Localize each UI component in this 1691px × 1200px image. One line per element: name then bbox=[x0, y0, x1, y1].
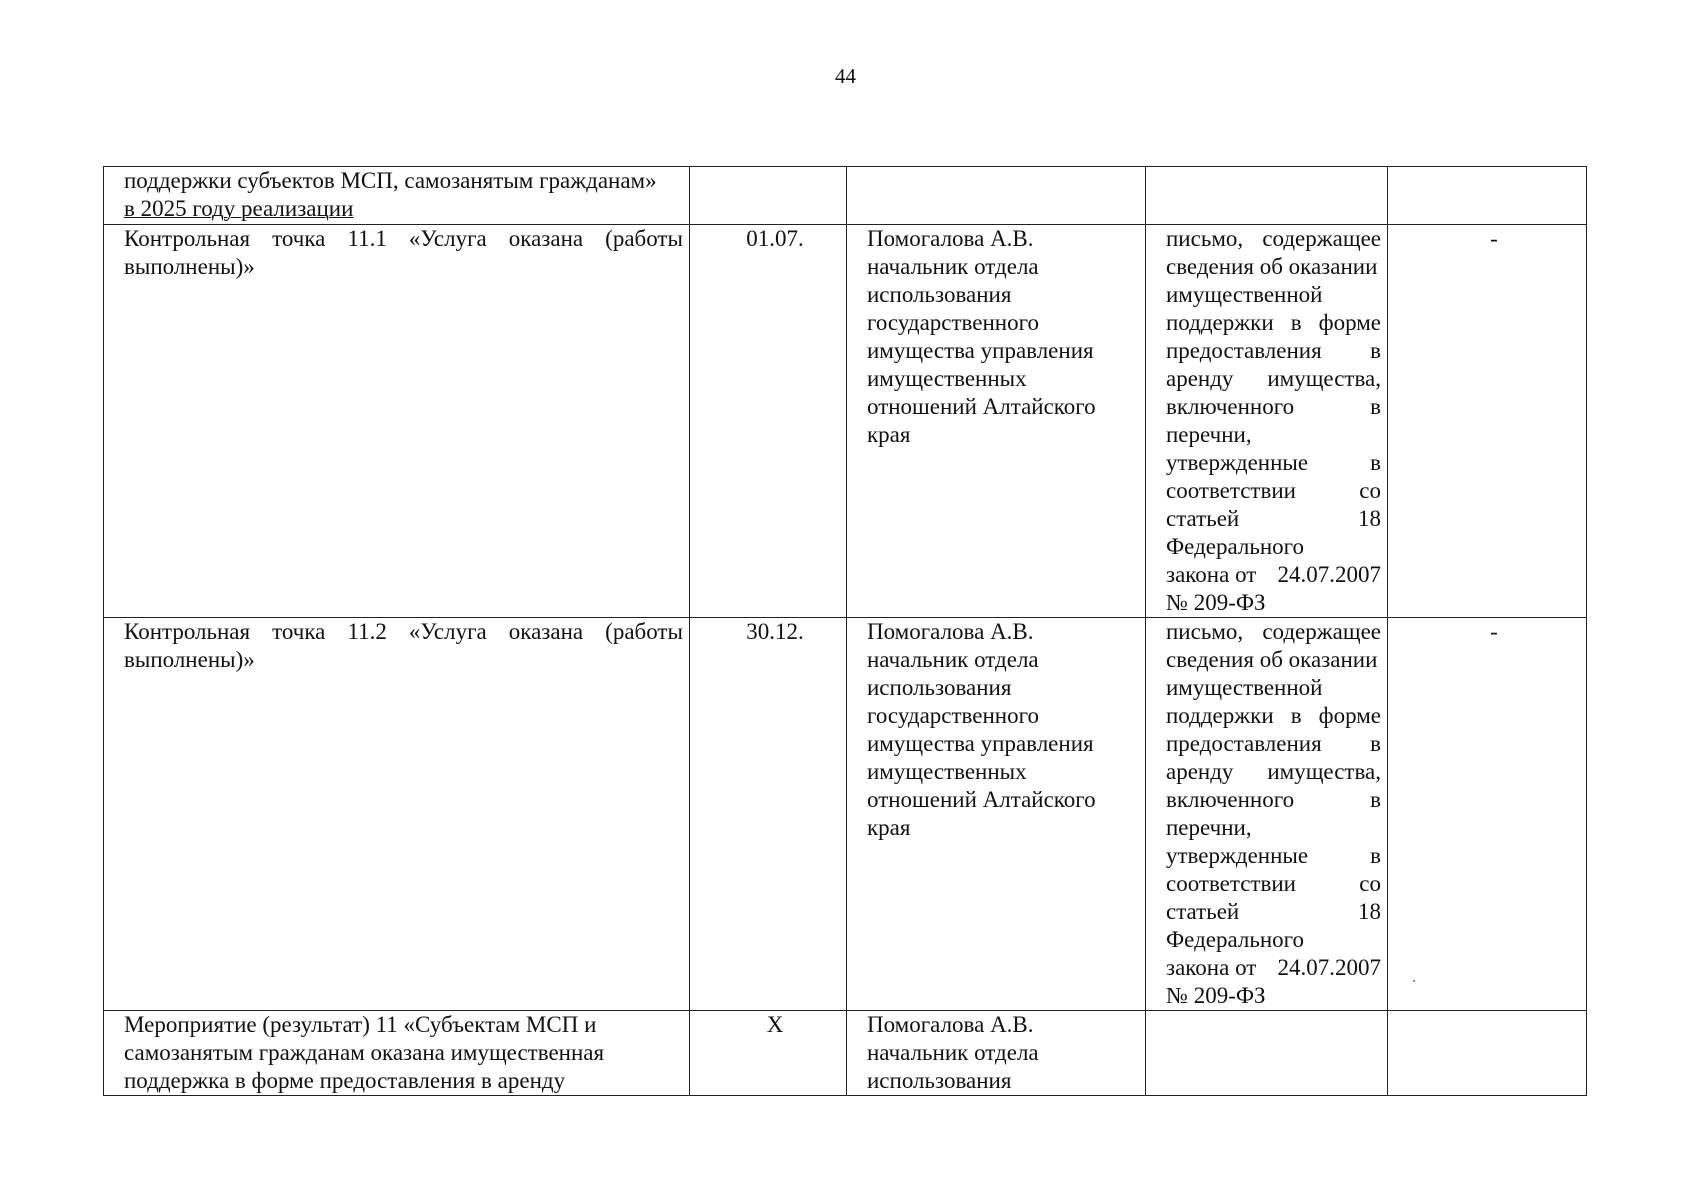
responsible-line: края bbox=[867, 422, 911, 447]
document-line: аренду имущества, bbox=[1166, 366, 1381, 391]
document-line: имущественной bbox=[1166, 675, 1323, 700]
description-line: поддержка в форме предоставления в аренду bbox=[124, 1068, 566, 1093]
description-line: самозанятым гражданам оказана имущественная bbox=[124, 1040, 605, 1065]
row-responsible bbox=[847, 167, 1146, 225]
responsible-line: использования bbox=[867, 1068, 1012, 1093]
document-line: утвержденные в bbox=[1166, 843, 1381, 868]
document-line: № 209-ФЗ bbox=[1166, 590, 1266, 615]
row-responsible bbox=[847, 1011, 1146, 1096]
document-line: закона от 24.07.2007 bbox=[1166, 955, 1381, 980]
row-responsible bbox=[847, 618, 1146, 1011]
document-line: сведения об оказании bbox=[1166, 647, 1378, 672]
responsible-line: края bbox=[867, 815, 911, 840]
scan-speck bbox=[1413, 980, 1415, 982]
document-line: аренду имущества, bbox=[1166, 759, 1381, 784]
document-line: предоставления в bbox=[1166, 338, 1381, 363]
row-description bbox=[104, 167, 690, 225]
responsible-line: имущества управления bbox=[867, 338, 1094, 363]
description-line: выполнены)» bbox=[124, 647, 255, 672]
document-line: № 209-ФЗ bbox=[1166, 983, 1266, 1008]
document-line: статьей 18 bbox=[1166, 506, 1381, 531]
responsible-line: начальник отдела bbox=[867, 647, 1039, 672]
responsible-line: Помогалова А.В. bbox=[867, 226, 1034, 251]
document-line: предоставления в bbox=[1166, 731, 1381, 756]
responsible-line: Помогалова А.В. bbox=[867, 1012, 1034, 1037]
document-line: поддержки в форме bbox=[1166, 310, 1381, 335]
page-number: 44 bbox=[835, 64, 856, 88]
table-row bbox=[104, 167, 1587, 225]
row-document bbox=[1146, 618, 1388, 1011]
row-date: 30.12. bbox=[690, 618, 847, 1011]
document-line: Федерального bbox=[1166, 534, 1305, 559]
table-row bbox=[104, 225, 1587, 618]
document-line: Федерального bbox=[1166, 927, 1305, 952]
description-line: Контрольная точка 11.1 «Услуга оказана (работы bbox=[124, 226, 683, 251]
responsible-line: государственного bbox=[867, 703, 1039, 728]
document-line: статьей 18 bbox=[1166, 899, 1381, 924]
table-row bbox=[104, 1011, 1587, 1096]
row-document bbox=[1146, 225, 1388, 618]
responsible-line: Помогалова А.В. bbox=[867, 619, 1034, 644]
row-description bbox=[104, 225, 690, 618]
responsible-line: имущественных bbox=[867, 759, 1027, 784]
plan-table bbox=[103, 166, 1587, 1096]
description-line: поддержки субъектов МСП, самозанятым гражданам» bbox=[124, 168, 657, 193]
row-document bbox=[1146, 1011, 1388, 1096]
document-line: включенного в bbox=[1166, 787, 1381, 812]
responsible-line: начальник отдела bbox=[867, 1040, 1039, 1065]
document-line: соответствии со bbox=[1166, 871, 1381, 896]
row-description bbox=[104, 618, 690, 1011]
responsible-line: отношений Алтайского bbox=[867, 394, 1096, 419]
document-line: сведения об оказании bbox=[1166, 254, 1378, 279]
responsible-line: начальник отдела bbox=[867, 254, 1039, 279]
row-note: - bbox=[1388, 225, 1587, 618]
row-note bbox=[1388, 1011, 1587, 1096]
document-line: имущественной bbox=[1166, 282, 1323, 307]
document-line: перечни, bbox=[1166, 815, 1252, 840]
row-date: Х bbox=[690, 1011, 847, 1096]
responsible-line: имущества управления bbox=[867, 731, 1094, 756]
table-row bbox=[104, 618, 1587, 1011]
document-line: письмо, содержащее bbox=[1166, 226, 1381, 251]
row-document bbox=[1146, 167, 1388, 225]
row-description bbox=[104, 1011, 690, 1096]
responsible-line: государственного bbox=[867, 310, 1039, 335]
row-date: 01.07. bbox=[690, 225, 847, 618]
document-line: перечни, bbox=[1166, 422, 1252, 447]
row-note: - bbox=[1388, 618, 1587, 1011]
document-line: закона от 24.07.2007 bbox=[1166, 562, 1381, 587]
description-line: Контрольная точка 11.2 «Услуга оказана (работы bbox=[124, 619, 683, 644]
row-note bbox=[1388, 167, 1587, 225]
responsible-line: отношений Алтайского bbox=[867, 787, 1096, 812]
document-line: поддержки в форме bbox=[1166, 703, 1381, 728]
document-line: соответствии со bbox=[1166, 478, 1381, 503]
document-line: письмо, содержащее bbox=[1166, 619, 1381, 644]
document-line: утвержденные в bbox=[1166, 450, 1381, 475]
responsible-line: использования bbox=[867, 282, 1012, 307]
responsible-line: имущественных bbox=[867, 366, 1027, 391]
description-line: Мероприятие (результат) 11 «Субъектам МСП и bbox=[124, 1012, 597, 1037]
row-responsible bbox=[847, 225, 1146, 618]
responsible-line: использования bbox=[867, 675, 1012, 700]
description-line: в 2025 году реализации bbox=[124, 196, 354, 221]
document-line: включенного в bbox=[1166, 394, 1381, 419]
row-date bbox=[690, 167, 847, 225]
description-line: выполнены)» bbox=[124, 254, 255, 279]
